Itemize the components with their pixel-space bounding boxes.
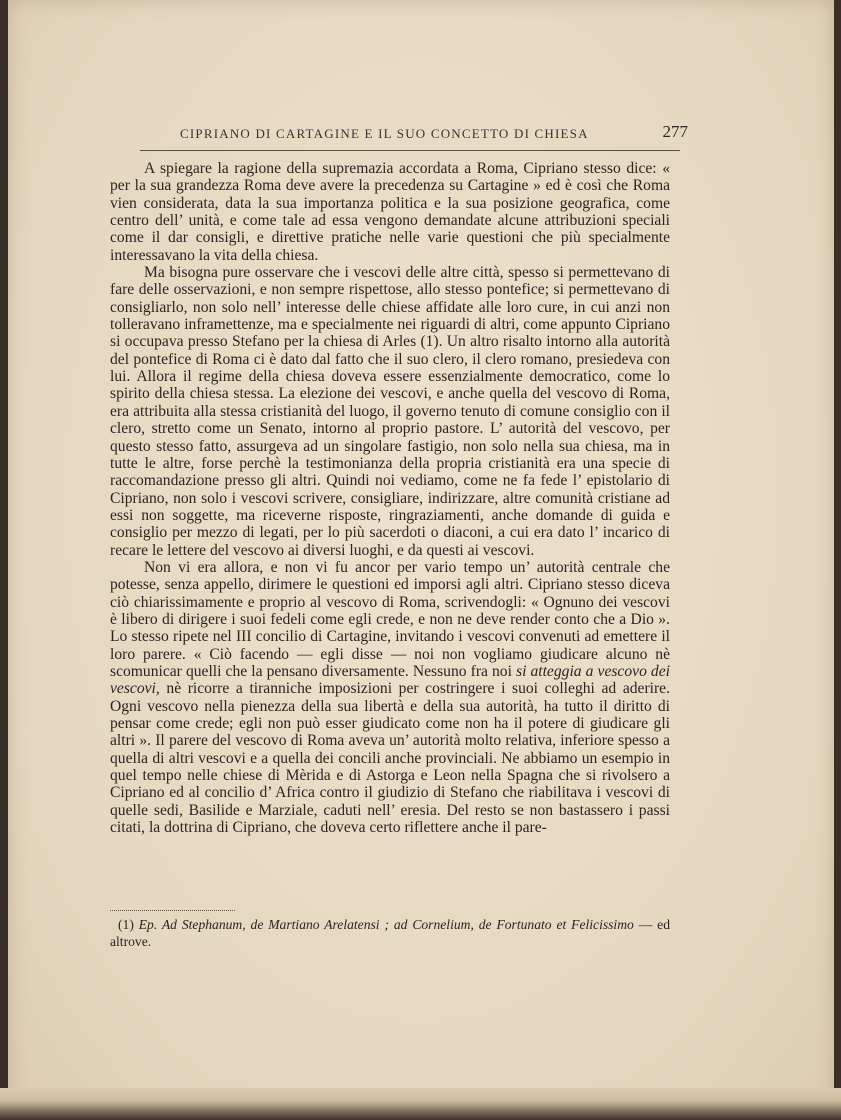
paragraph-3 bbox=[110, 559, 670, 837]
header-rule bbox=[140, 150, 680, 151]
footnote-text: — ed altrove. bbox=[110, 917, 671, 949]
paragraph-text: nè ricorre a tiranniche imposizioni per costringere i suoi colleghi ad aderire. Ogni vescovo nella pienezza della sua libertà e della sua autorità, ha tutto il diritto di pensar come crede; egli non può esser giudicato come non ha il potere di giudicare gli altri ». Il parere del vescovo di Roma aveva un’ autorità molto relativa, inferiore spesso a quella di altri vescovi e a quella dei concili anche provinciali. Ne abbiamo un esempio in quel tempo nelle chiese di Mèrida e di Astorga e Leon nella Spagna che si rivolsero a Cipriano ed al concilio d’ Africa contro il giudizio di Stefano che riabilitava i vescovi di quelle sedi, Basilide e Marziale, caduti nell’ eresia. Del resto se non bastassero i passi citati, la dottrina di Cipriano, che doveva certo riflettere anche il pare- bbox=[110, 680, 670, 837]
page-edge bbox=[0, 1088, 841, 1120]
italic-quote: si atteggia a vescovo dei vescovi, bbox=[110, 662, 670, 698]
footnote-marker: (1) bbox=[118, 917, 139, 932]
paragraph-text: Ma bisogna pure osservare che i vescovi delle altre città, spesso si permettevano di fare delle osservazioni, e non sempre rispettose, allo stesso pontefice; si permettevano di consigliarlo, non solo nell’ interesse delle chiese affidate alle loro cure, in cui anzi non tolleravano inframettenze, ma e specialmente nei riguardi di altri, come appunto Cipriano si occupava presso Stefano per la chiesa di Arles (1). Un altro risalto intorno alla autorità del pontefice di Roma ci è dato dal fatto che il suo clero, il clero romano, presiedeva con lui. Allora il regime della chiesa doveva essere essenzialmente democratico, come lo spirito della chiesa stessa. La elezione dei vescovi, e anche quella del vescovo di Roma, era attribuita alla stessa cristianità del luogo, il governo tenuto di comune consiglio con il clero, stretto come un Senato, intorno al proprio pastore. L’ autorità del vescovo, per questo stesso fatto, assurgeva ad un singolare fastigio, non solo nella sua chiesa, ma in tutte le altre, forse perchè la testimonianza della propria cristianità era una specie di raccomandazione presso gli altri. Quindi noi vediamo, come ne fa fede l’ epistolario di Cipriano, non solo i vescovi scrivere, consigliare, indirizzare, altre comunità cristiane ad essi non soggette, ma riceverne risposte, ringraziamenti, anche domande di guida e consiglio per mezzo di legati, per lo più sacerdoti o diaconi, a cui era dato l’ incarico di recare le lettere del vescovo ai diversi luoghi, e da questi ai vescovi. bbox=[110, 264, 670, 559]
paragraph-text: A spiegare la ragione della supremazia accordata a Roma, Cipriano stesso dice: « per la sua grandezza Roma deve avere la precedenza su Cartagine » ed è così che Roma vien considerata, data la sua importanza politica e la sua posizione geografica, come centro dell’ unità, e come tale ad essa vengono demandate alcune attribuzioni speciali come il dar consigli, e direttive pratiche nelle varie questioni che più specialmente interessavano la vita della chiesa. bbox=[110, 160, 670, 264]
paragraph-2 bbox=[110, 264, 670, 559]
footnote-citation: Ep. Ad Stephanum, de Martiano Arelatensi ; ad Cornelium, de Fortunato et Felicissimo bbox=[138, 917, 634, 932]
footnote bbox=[110, 916, 670, 950]
paragraph-1 bbox=[110, 160, 670, 264]
page-number: 277 bbox=[662, 122, 688, 141]
paragraph-text: Non vi era allora, e non vi fu ancor per vario tempo un’ autorità centrale che potesse, senza appello, dirimere le questioni ed imporsi agli altri. Cipriano stesso diceva ciò chiarissimamente e proprio al vescovo di Roma, scrivendogli: « Ognuno dei vescovi è libero di dirigere i suoi fedeli come egli crede, e non ne deve render conto che a Dio ». Lo stesso ripete nel III concilio di Cartagine, invitando i vescovi convenuti ad emettere il loro parere. « Ciò facendo — egli disse — noi non vogliamo giudicare alcuno nè scomunicar quelli che la pensano diversamente. Nessuno fra noi bbox=[110, 558, 670, 680]
body-text bbox=[110, 160, 670, 836]
page-header bbox=[168, 124, 688, 150]
footnote-rule bbox=[110, 910, 235, 911]
running-title: CIPRIANO DI CARTAGINE E IL SUO CONCETTO DI CHIESA bbox=[180, 126, 589, 141]
